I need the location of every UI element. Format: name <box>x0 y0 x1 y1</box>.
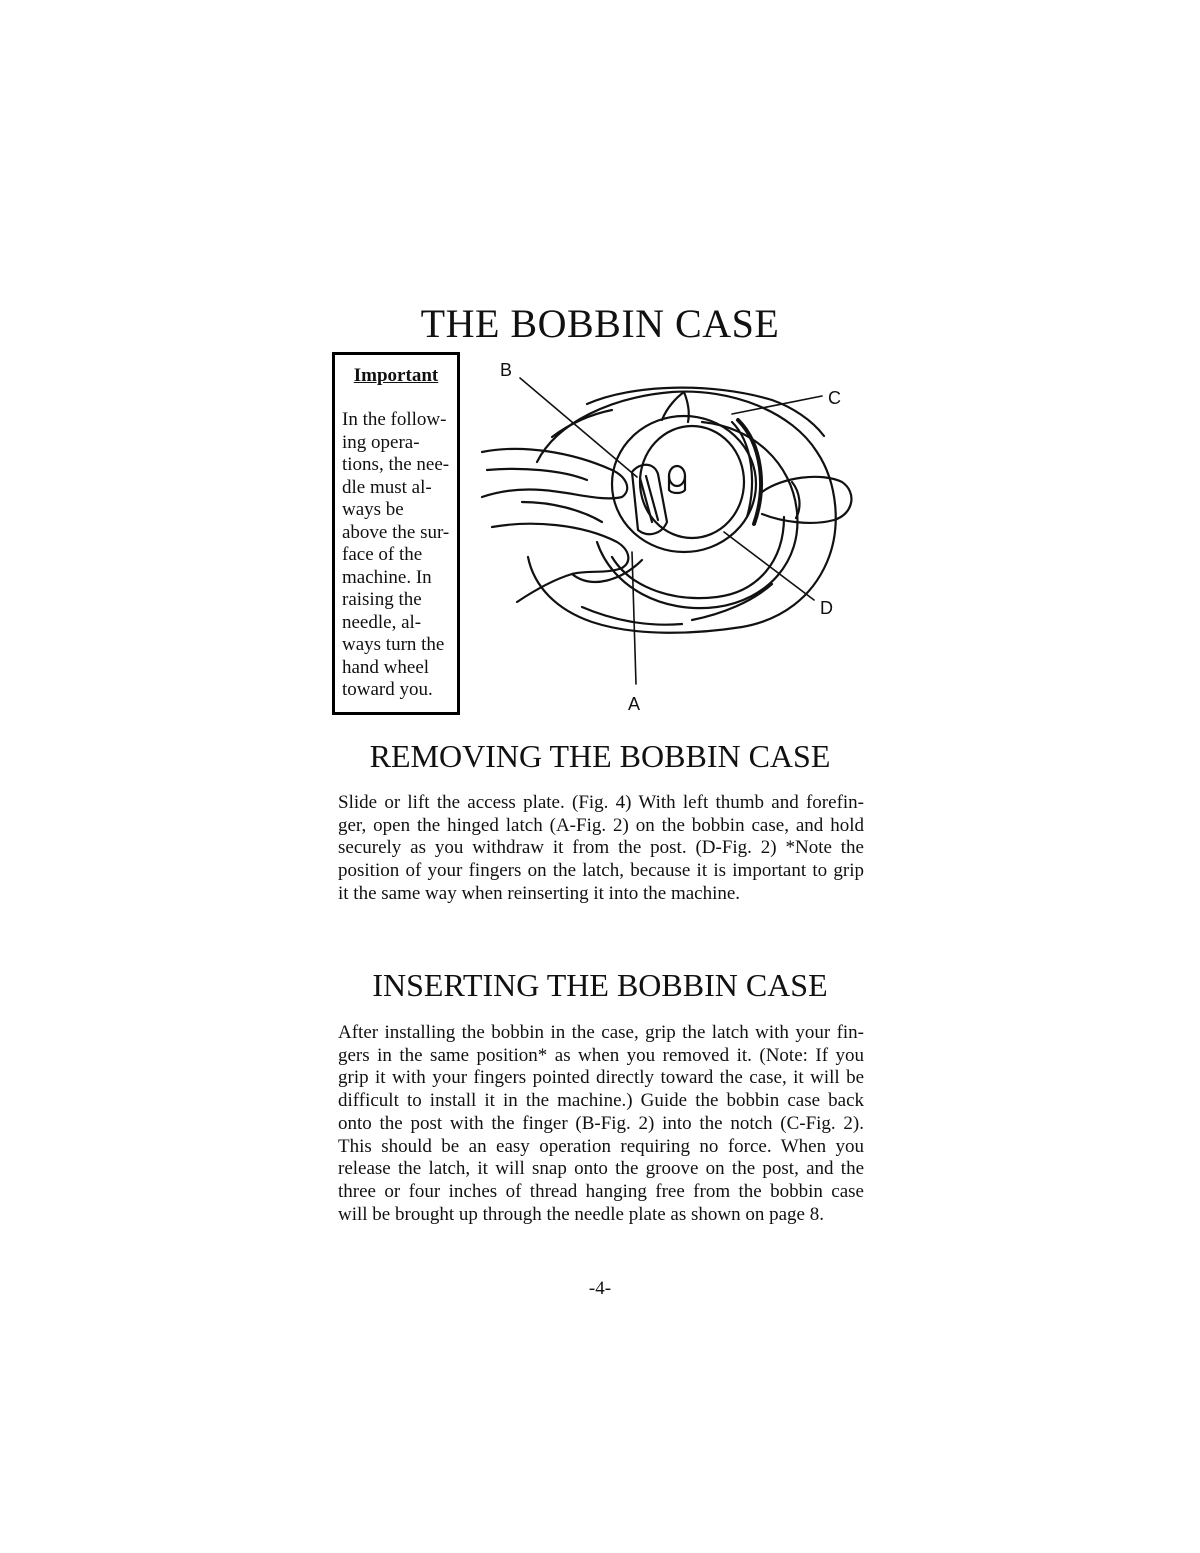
important-line: needle, al- <box>342 611 422 633</box>
paragraph-line: ger, open the hinged latch (A-Fig. 2) on the bobbin case, and hold <box>338 814 864 836</box>
paragraph-line: onto the post with the finger (B-Fig. 2) into the notch (C-Fig. 2). <box>338 1112 864 1134</box>
important-line: face of the <box>342 544 423 565</box>
left-hand-upper <box>482 449 627 498</box>
important-line: above the sur- <box>342 521 450 543</box>
right-thumb <box>762 477 851 523</box>
important-heading: Important <box>353 365 439 386</box>
center-post <box>669 466 685 486</box>
paragraph-line: will be brought up through the needle plate as shown on page 8. <box>338 1203 824 1225</box>
page-number: -4- <box>588 1278 612 1299</box>
leader-line-a <box>632 552 636 684</box>
inserting-section-title: INSERTING THE BOBBIN CASE <box>372 967 828 1003</box>
important-line: In the follow- <box>342 409 447 430</box>
removing-paragraph <box>338 792 864 906</box>
important-line: toward you. <box>342 679 433 700</box>
paragraph-line: Slide or lift the access plate. (Fig. 4) With left thumb and forefin- <box>338 792 864 813</box>
important-line: raising the <box>342 589 422 610</box>
bobbin-latch <box>632 465 667 534</box>
paragraph-line: securely as you withdraw it from the post. (D-Fig. 2) *Note the <box>338 837 864 859</box>
bobbin-case-illustration <box>462 352 872 722</box>
paragraph-line: gers in the same position* as when you removed it. (Note: If you <box>338 1044 864 1066</box>
leader-line-c <box>732 396 822 414</box>
paragraph-line: grip it with your fingers pointed directly toward the case, it will be <box>338 1067 864 1089</box>
important-line: hand wheel <box>342 656 430 678</box>
inserting-paragraph <box>338 1022 864 1226</box>
paragraph-line: This should be an easy operation requiring no force. When you <box>338 1135 864 1157</box>
figure-label-c: C <box>828 388 841 408</box>
paragraph-line: position of your fingers on the latch, because it is important to grip <box>338 860 864 882</box>
paragraph-line: three or four inches of thread hanging free from the bobbin case <box>338 1180 864 1202</box>
paragraph-line: After installing the bobbin in the case, grip the latch with your fin- <box>338 1022 864 1043</box>
important-line: dle must al- <box>342 476 432 498</box>
leader-line-d <box>724 532 814 600</box>
important-line: ways be <box>342 499 404 520</box>
page-title: THE BOBBIN CASE <box>420 301 780 346</box>
important-line: tions, the nee- <box>342 454 450 475</box>
paragraph-line: it the same way when reinserting it into the machine. <box>338 882 741 904</box>
important-note-box <box>332 352 460 715</box>
figure-label-b: B <box>500 360 513 380</box>
removing-section-title: REMOVING THE BOBBIN CASE <box>369 738 831 774</box>
important-line: ing opera- <box>342 431 420 453</box>
important-line: ways turn the <box>342 634 445 655</box>
paragraph-line: difficult to install it in the machine.) Guide the bobbin case back <box>338 1090 864 1112</box>
paragraph-line: release the latch, it will snap onto the groove on the post, and the <box>338 1158 864 1180</box>
important-note-text <box>342 409 454 702</box>
figure-label-a: A <box>628 694 641 714</box>
figure-label-d: D <box>820 598 833 618</box>
important-line: machine. In <box>342 566 432 588</box>
